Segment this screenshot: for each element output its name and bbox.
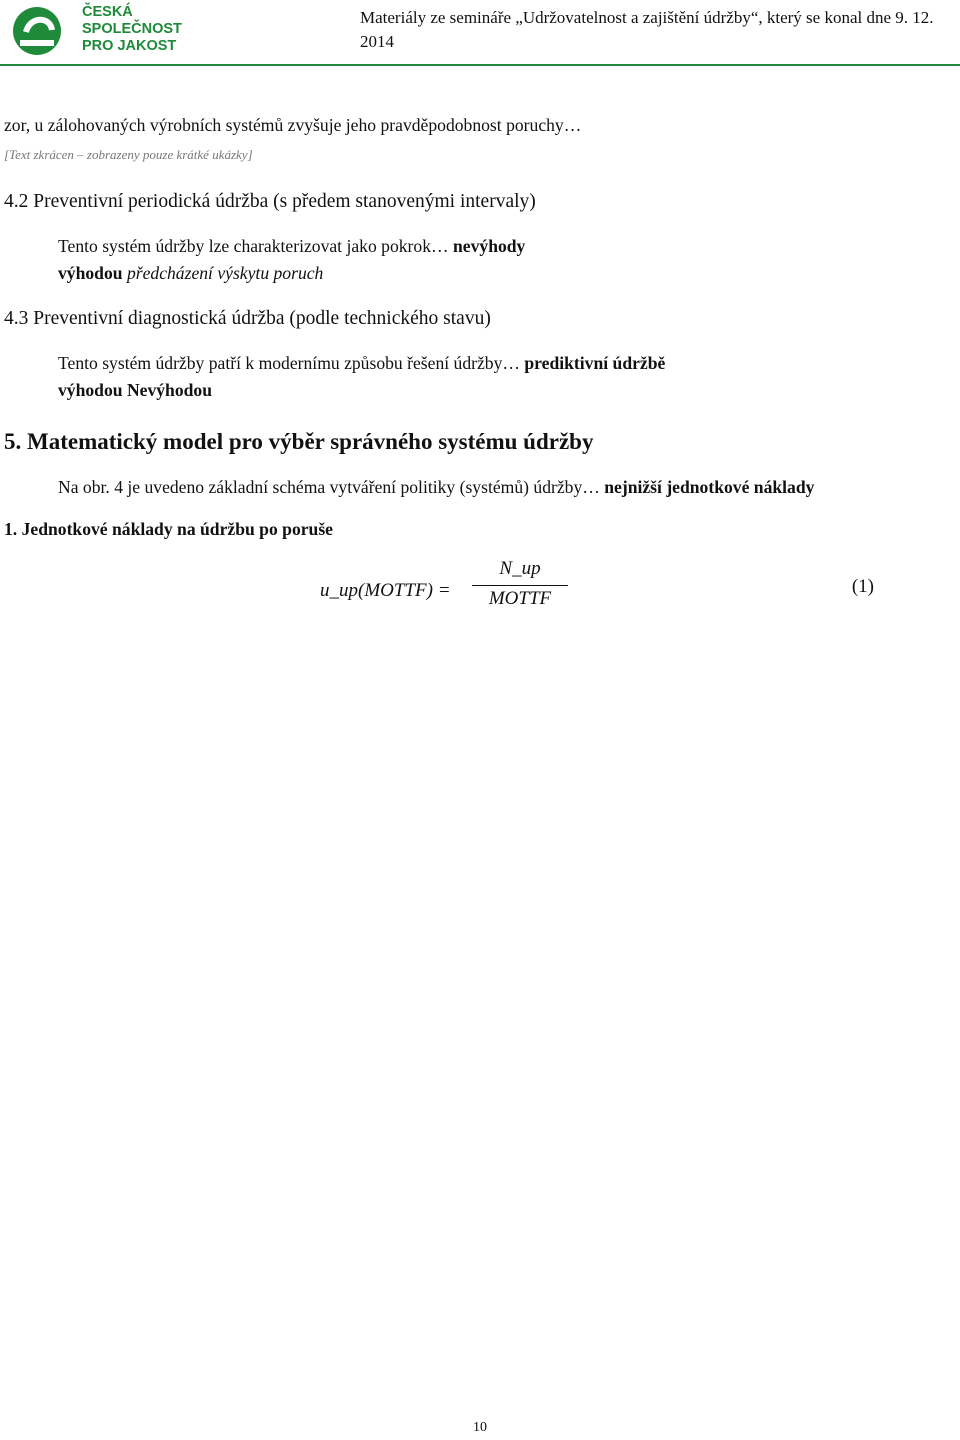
- csj-logo-icon: [10, 4, 76, 58]
- document-body: [4, 112, 956, 628]
- intro-paragraph: zor, u zálohovaných výrobních systémů zvyšuje jeho pravděpodobnost poruchy…: [4, 115, 582, 135]
- section-4-2-heading: 4.2 Preventivní periodická údržba (s předem stanovenými intervaly): [4, 190, 536, 212]
- bold-term-nevyhodou: Nevýhodou: [126, 379, 213, 400]
- formula-lhs: u_up(MOTTF) =: [320, 580, 451, 602]
- list-item-1-title: 1. Jednotkové náklady na údržbu po poruše: [4, 519, 333, 540]
- section-4-2-paragraph-1: [4, 233, 956, 259]
- section-5-paragraph-1: [4, 474, 956, 500]
- page-header: [0, 0, 960, 62]
- section-5-heading: 5. Matematický model pro výběr správného systému údržby: [4, 429, 594, 455]
- formula-denominator: MOTTF: [488, 587, 552, 609]
- list-item-1: [4, 516, 956, 542]
- section-4-3-heading: 4.3 Preventivní diagnostická údržba (podle technického stavu): [4, 308, 491, 330]
- formula-fraction: [472, 556, 568, 612]
- csj-logo: [10, 4, 210, 58]
- section-4-3-excerpt: Tento systém údržby patří k modernímu způsobu řešení údržby…: [58, 353, 520, 374]
- bold-term-vyhodou: výhodou: [58, 262, 123, 283]
- equation-number: (1): [851, 576, 874, 598]
- source-line: Materiály ze semináře „Udržovatelnost a zajištění údržby“, který se konal dne 9. 12. 2014: [360, 8, 934, 51]
- section-4-2-excerpt: Tento systém údržby lze charakterizovat jako pokrok…: [58, 236, 449, 257]
- org-name-line-2: SPOLEČNOST: [82, 21, 182, 37]
- bold-term-nevyhody: nevýhody: [453, 236, 526, 257]
- italic-phrase: předcházení výskytu poruch: [126, 262, 324, 283]
- org-name-line-3: PRO JAKOST: [82, 38, 177, 54]
- condensed-note: [Text zkrácen – zobrazeny pouze krátké ukázky]: [4, 147, 253, 163]
- formula-1: [4, 556, 956, 628]
- section-4-3-paragraph-2: [4, 377, 956, 403]
- bold-term-naklady: nejnižší jednotkové náklady: [604, 476, 815, 497]
- org-name-line-1: ČESKÁ: [82, 4, 133, 20]
- header-divider: [0, 64, 960, 66]
- formula-numerator: N_up: [472, 556, 568, 585]
- page-number: 10: [473, 1420, 487, 1435]
- bold-term-prediktivni: prediktivní údržbě: [524, 353, 666, 374]
- section-4-2-paragraph-2: [4, 260, 956, 286]
- section-5-excerpt: Na obr. 4 je uvedeno základní schéma vytváření politiky (systémů) údržby…: [58, 476, 600, 497]
- bold-term-vyhodou-2: výhodou: [58, 379, 123, 400]
- section-4-3-paragraph-1: [4, 350, 956, 376]
